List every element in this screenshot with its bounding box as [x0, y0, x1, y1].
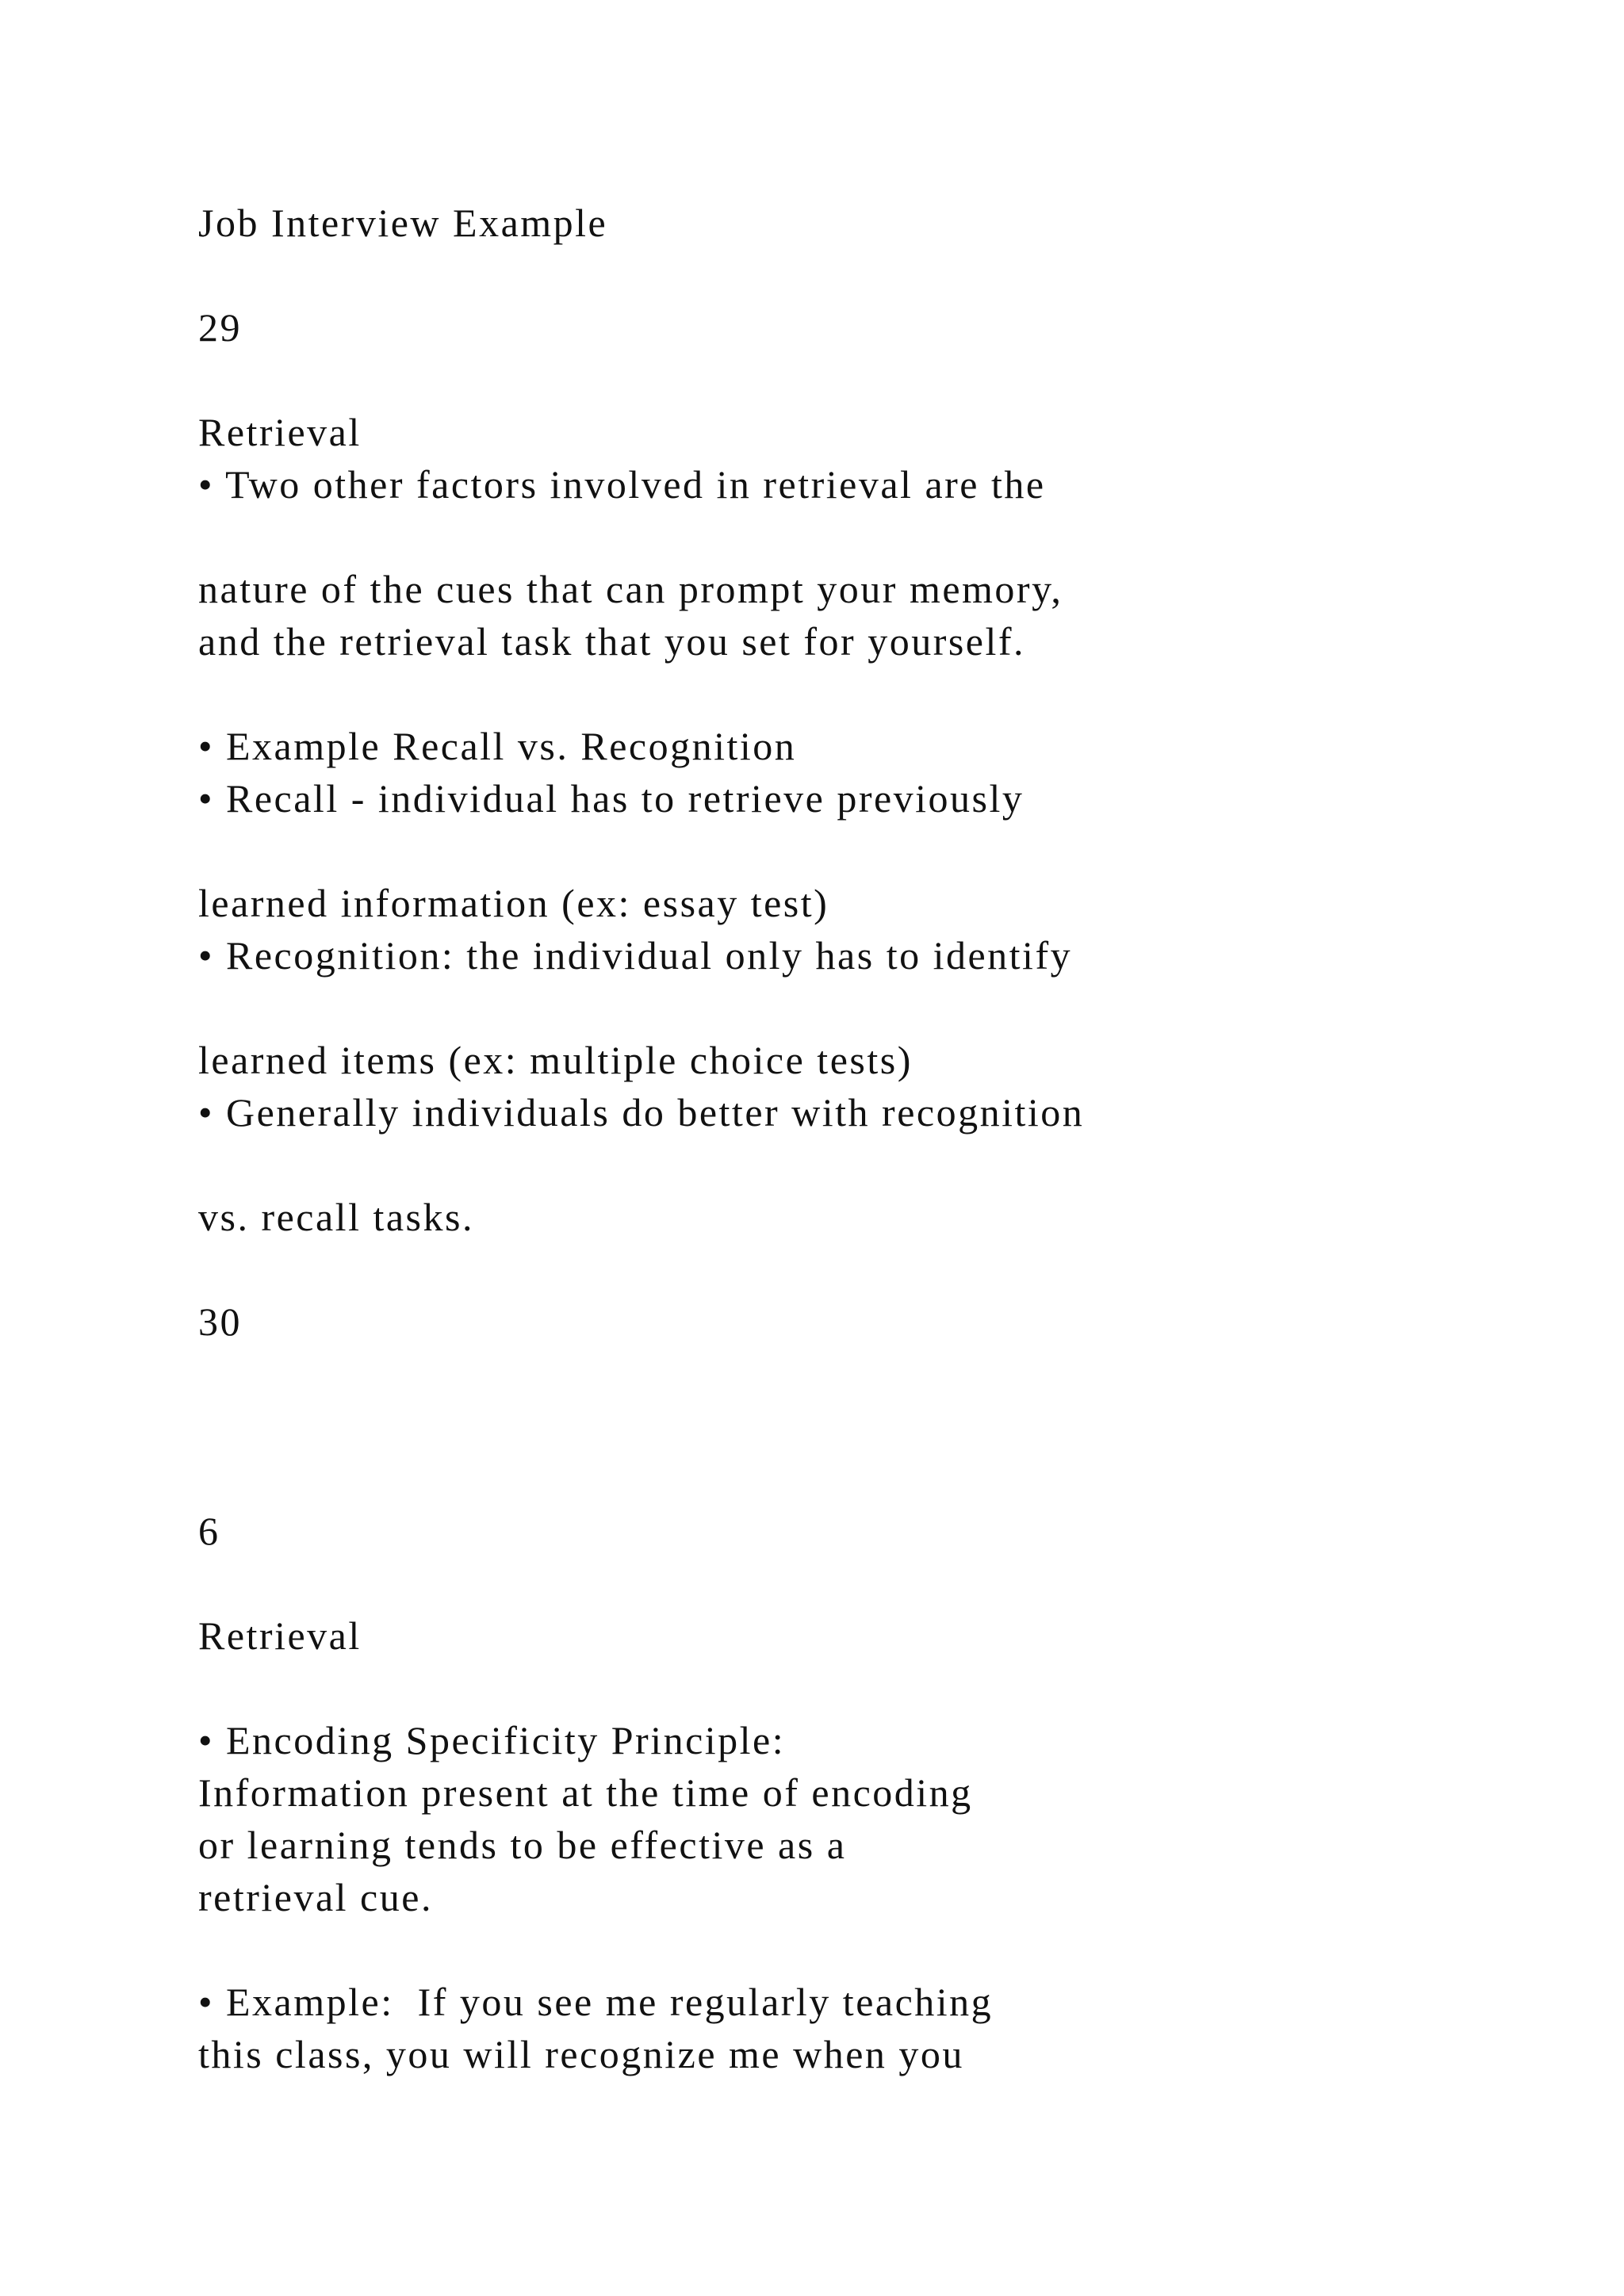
continuation-line: learned information (ex: essay test) [198, 881, 829, 925]
page-number: 30 [198, 1299, 242, 1344]
bullet-line: • Recall - individual has to retrieve previously [198, 776, 1025, 821]
continuation-line: learned items (ex: multiple choice tests) [198, 1038, 913, 1082]
bullet-line: • Recognition: the individual only has to identify [198, 933, 1073, 978]
section-heading: Retrieval [198, 410, 362, 454]
bullet-line: • Encoding Specificity Principle: [198, 1718, 786, 1762]
continuation-line: or learning tends to be effective as a [198, 1823, 847, 1867]
bullet-line: • Generally individuals do better with recognition [198, 1090, 1085, 1135]
continuation-line: retrieval cue. [198, 1875, 433, 1919]
bullet-line: • Example Recall vs. Recognition [198, 724, 797, 768]
slide-number: 6 [198, 1509, 220, 1553]
section-heading: Retrieval [198, 1613, 362, 1658]
bullet-line: • Example: If you see me regularly teaching [198, 1980, 994, 2024]
page-number: 29 [198, 305, 242, 350]
continuation-line: this class, you will recognize me when you [198, 2032, 964, 2076]
document-title: Job Interview Example [198, 201, 608, 245]
continuation-line: vs. recall tasks. [198, 1195, 474, 1239]
continuation-line: Information present at the time of encoding [198, 1770, 973, 1815]
continuation-line: nature of the cues that can prompt your memory, [198, 567, 1063, 611]
bullet-line: • Two other factors involved in retrieval are the [198, 462, 1046, 507]
continuation-line: and the retrieval task that you set for yourself. [198, 619, 1026, 664]
